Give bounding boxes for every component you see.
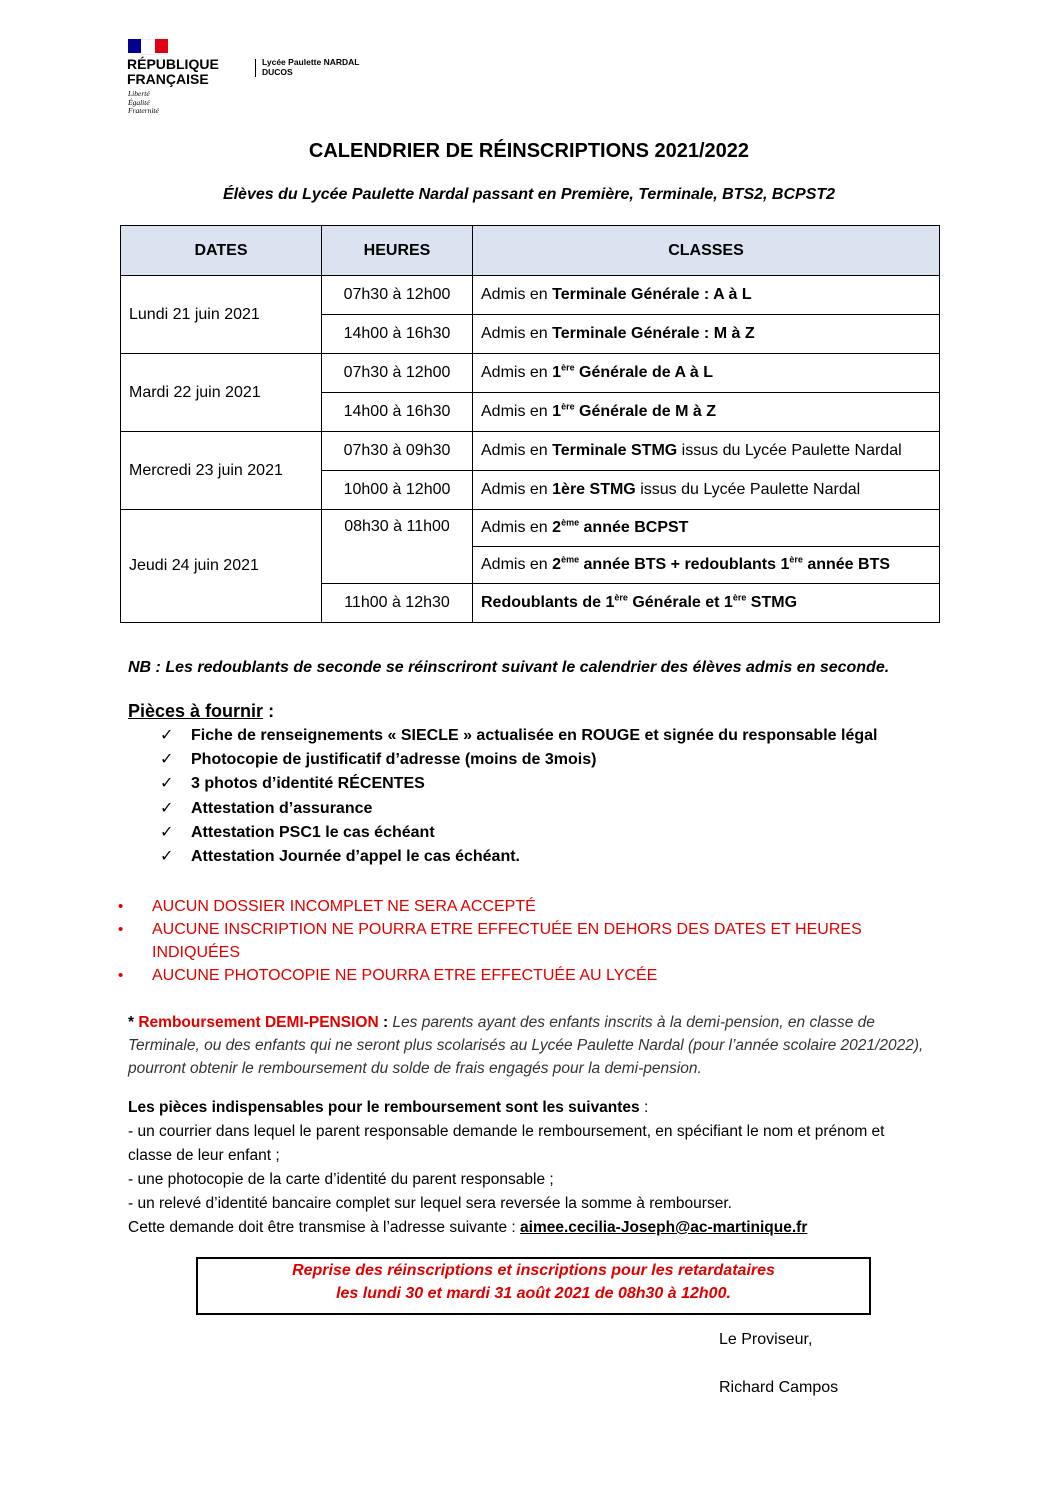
table-header-row	[121, 226, 940, 276]
check-icon: ✓	[160, 823, 174, 841]
nb-note: NB : Les redoublants de seconde se réinscriront suivant le calendrier des élèves admis en seconde.	[128, 659, 890, 676]
warning-item: • AUCUNE PHOTOCOPIE NE POURRA ETRE EFFECTUÉE AU LYCÉE	[118, 964, 878, 987]
class-cell: Admis en Terminale Générale : M à Z	[473, 315, 940, 354]
school-block	[262, 58, 359, 77]
signature-name: Richard Campos	[719, 1379, 839, 1396]
bullet-icon: •	[118, 898, 124, 915]
bullet-icon: •	[118, 967, 124, 984]
motto-fraternite: Fraternité	[128, 106, 159, 115]
class-cell: Admis en 2ème année BCPST	[473, 510, 940, 547]
check-icon: ✓	[160, 775, 174, 793]
check-icon: ✓	[160, 799, 174, 817]
warning-item: • AUCUNE INSCRIPTION NE POURRA ETRE EFFECTUÉE EN DEHORS DES DATES ET HEURES INDIQUÉES	[118, 918, 878, 964]
date-cell: Lundi 21 juin 2021	[121, 276, 322, 354]
republic-motto	[128, 90, 159, 116]
reprise-line1: Reprise des réinscriptions et inscriptions pour les retardataires	[292, 1262, 775, 1279]
republic-line2: FRANÇAISE	[127, 71, 209, 87]
french-flag-logo	[128, 39, 168, 53]
reprise-line2: les lundi 30 et mardi 31 août 2021 de 08h30 à 12h00.	[336, 1285, 731, 1302]
hour-cell: 10h00 à 12h00	[322, 471, 473, 510]
class-cell: Admis en Terminale Générale : A à L	[473, 276, 940, 315]
signature-role: Le Proviseur,	[719, 1331, 813, 1348]
remboursement-pieces: Les pièces indispensables pour le remboursement sont les suivantes : - un courrier dans lequel le parent responsable demande le remboursement, en spécifiant le nom et prénom et classe de leur enfant ; - une photocopie de la carte d’identité du parent responsable ; - un relevé d’identité bancaire complet sur lequel sera reversée la somme à rembourser. Cette demande doit être transmise à l’adresse suivante : aimee.cecilia-Joseph@ac-martinique.fr	[128, 1099, 885, 1236]
date-cell: Jeudi 24 juin 2021	[121, 510, 322, 623]
list-item: ✓ Photocopie de justificatif d’adresse (moins de 3mois)	[160, 748, 877, 772]
class-cell: Admis en 1ère Générale de M à Z	[473, 393, 940, 432]
email-link[interactable]: aimee.cecilia-Joseph@ac-martinique.fr	[520, 1219, 808, 1236]
schedule-table	[120, 225, 940, 623]
hour-cell: 07h30 à 12h00	[322, 354, 473, 393]
table-row	[121, 354, 940, 393]
hour-cell: 14h00 à 16h30	[322, 315, 473, 354]
bullet-icon: •	[118, 921, 124, 938]
hour-cell: 08h30 à 11h00	[322, 510, 473, 584]
check-icon: ✓	[160, 727, 174, 744]
date-cell: Mardi 22 juin 2021	[121, 354, 322, 432]
school-name: Lycée Paulette NARDAL	[262, 57, 360, 67]
school-town: DUCOS	[262, 66, 293, 77]
hour-cell: 07h30 à 09h30	[322, 432, 473, 471]
class-cell: Admis en Terminale STMG issus du Lycée Paulette Nardal	[473, 432, 940, 471]
remboursement-paragraph: * Remboursement DEMI-PENSION : Les parents ayant des enfants inscrits à la demi-pension, en classe de Terminale, ou des enfants qui ne seront plus scolarisés au Lycée Paulette Nardal (pour l’année scolaire 2021/2022), pourront obtenir le remboursement du solde de frais engagés pour la demi-pension.	[128, 1014, 924, 1077]
pieces-heading: Pièces à fournir :	[128, 701, 275, 721]
warnings-list	[118, 895, 878, 987]
republic-line1: RÉPUBLIQUE	[127, 56, 219, 72]
logo-divider	[255, 59, 256, 77]
check-icon: ✓	[160, 847, 174, 865]
header-classes: CLASSES	[473, 226, 940, 276]
date-cell: Mercredi 23 juin 2021	[121, 432, 322, 510]
page-subtitle: Élèves du Lycée Paulette Nardal passant en Première, Terminale, BTS2, BCPST2	[222, 186, 836, 203]
motto-liberte: Liberté	[128, 89, 150, 98]
class-cell: Admis en 1ère STMG issus du Lycée Paulette Nardal	[473, 471, 940, 510]
warning-item: • AUCUN DOSSIER INCOMPLET NE SERA ACCEPTÉ	[118, 895, 878, 918]
motto-egalite: Égalité	[128, 97, 150, 107]
hour-cell: 11h00 à 12h30	[322, 584, 473, 623]
list-item: ✓ Attestation PSC1 le cas échéant	[160, 821, 877, 845]
table-row	[121, 510, 940, 547]
class-cell: Admis en 1ère Générale de A à L	[473, 354, 940, 393]
check-icon: ✓	[160, 751, 174, 769]
list-item: ✓ Attestation d’assurance	[160, 797, 877, 821]
list-item: ✓ 3 photos d’identité RÉCENTES	[160, 772, 877, 796]
page-title: CALENDRIER DE RÉINSCRIPTIONS 2021/2022	[308, 140, 750, 162]
class-cell: Redoublants de 1ère Générale et 1ère STMG	[473, 584, 940, 623]
class-cell: Admis en 2ème année BTS + redoublants 1ère année BTS	[473, 547, 940, 584]
hour-cell: 07h30 à 12h00	[322, 276, 473, 315]
reprise-box	[196, 1257, 871, 1315]
pieces-list	[160, 724, 877, 869]
republique-francaise-logo	[127, 57, 219, 87]
table-row	[121, 432, 940, 471]
header-heures: HEURES	[322, 226, 473, 276]
list-item: ✓ Fiche de renseignements « SIECLE » actualisée en ROUGE et signée du responsable légal	[160, 724, 877, 748]
list-item: ✓ Attestation Journée d’appel le cas échéant.	[160, 845, 877, 869]
table-row	[121, 276, 940, 315]
hour-cell: 14h00 à 16h30	[322, 393, 473, 432]
header-dates: DATES	[121, 226, 322, 276]
